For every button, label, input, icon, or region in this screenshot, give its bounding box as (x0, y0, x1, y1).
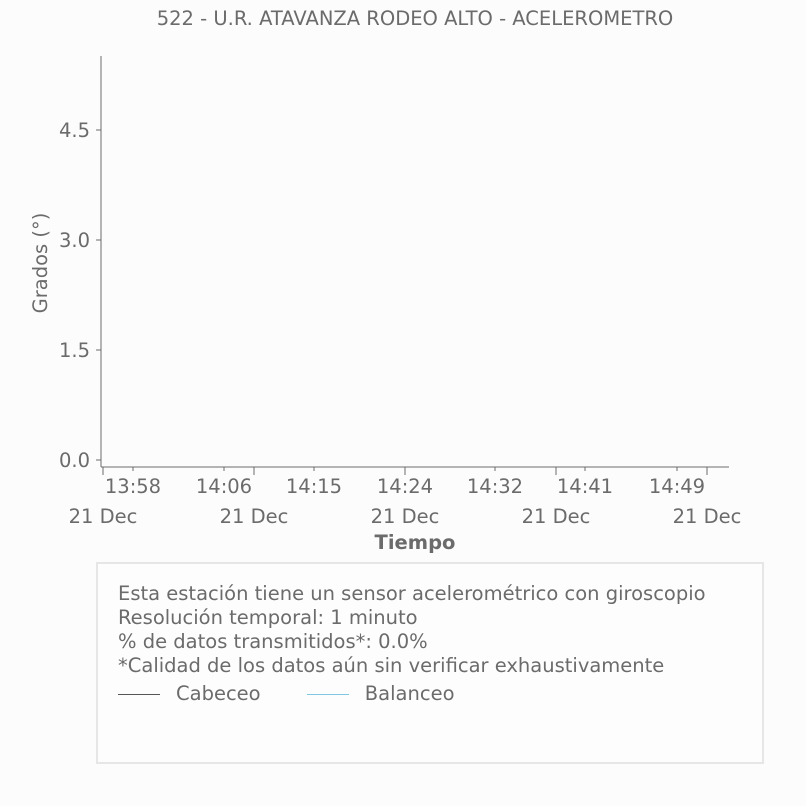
legend-label-cabeceo: Cabeceo (176, 682, 261, 705)
x-tick-label-time: 14:24 (376, 475, 434, 498)
y-tick-group (59, 119, 101, 472)
y-tick-label: 4.5 (58, 119, 90, 142)
info-line-transmitted: % de datos transmitidos*: 0.0% (118, 630, 428, 653)
info-box (96, 562, 764, 764)
x-tick-label-time: 14:49 (648, 475, 706, 498)
legend-swatch-cabeceo (118, 694, 160, 695)
info-text (118, 582, 706, 678)
y-tick-label: 3.0 (58, 229, 90, 252)
info-line-quality: *Calidad de los datos aún sin verificar exhaustivamente (118, 654, 665, 677)
legend-swatch-balanceo (307, 694, 349, 695)
y-tick-label: 0.0 (58, 449, 90, 472)
x-tick-label-time: 13:58 (104, 475, 162, 498)
info-line-resolution: Resolución temporal: 1 minuto (118, 606, 418, 629)
x-tick-label-time: 14:06 (195, 475, 253, 498)
x-tick-label-time: 14:15 (285, 475, 343, 498)
x-tick-label-date: 21 Dec (370, 505, 440, 528)
info-line-sensor: Esta estación tiene un sensor acelerométrico con giroscopio (118, 582, 706, 605)
x-tick-label-time: 14:32 (466, 475, 524, 498)
y-tick-label: 1.5 (58, 339, 90, 362)
legend-item-balanceo (307, 682, 455, 705)
x-tick-group (69, 467, 742, 528)
x-tick-label-time: 14:41 (556, 475, 614, 498)
legend-item-cabeceo (118, 682, 261, 705)
chart-title: 522 - U.R. ATAVANZA RODEO ALTO - ACELEROMETRO (156, 7, 674, 30)
x-axis-label: Tiempo (374, 531, 456, 554)
x-tick-label-date: 21 Dec (672, 505, 742, 528)
y-axis-label: Grados (°) (29, 212, 52, 314)
x-tick-label-date: 21 Dec (68, 505, 138, 528)
x-tick-label-date: 21 Dec (219, 505, 289, 528)
legend (118, 682, 495, 705)
legend-label-balanceo: Balanceo (364, 682, 455, 705)
x-tick-label-date: 21 Dec (521, 505, 591, 528)
